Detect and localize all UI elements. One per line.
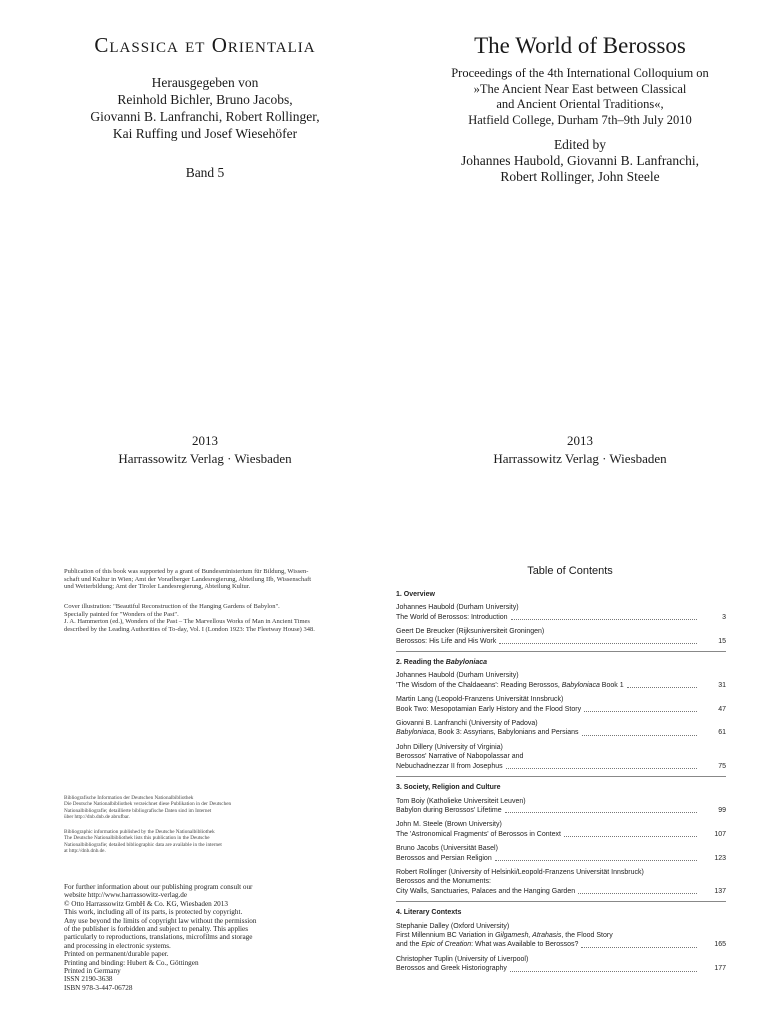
toc-title: Table of Contents: [527, 565, 613, 577]
toc-entry-line: Berossos' Narrative of Nabopolassar and: [396, 753, 524, 761]
title-italic: Babyloniaca: [396, 729, 435, 737]
text-line: Bibliografische Information der Deutschen Nationalbibliothek: [64, 795, 194, 801]
text-line: Cover illustration: "Beautiful Reconstruction of the Hanging Gardens of Babylon".: [64, 603, 280, 610]
toc-entry-title: Babylon during Berossos' Lifetime: [396, 806, 502, 814]
editor-line: Robert Rollinger, John Steele: [500, 169, 660, 184]
left-year: 2013: [192, 433, 218, 448]
toc-author: Stephanie Dalley (Oxford University): [396, 922, 510, 930]
toc-entry-line: Berossos and the Monuments:: [396, 878, 491, 886]
heading-italic: Babyloniaca: [445, 659, 488, 667]
text-line: particularly to reproductions, translations, microfilms and storage: [64, 933, 253, 942]
toc-entry[interactable]: [396, 820, 726, 839]
text-line: ISSN 2190-3638: [64, 975, 113, 984]
toc-author: Bruno Jacobs (Universität Basel): [396, 845, 498, 853]
text-line: Printed on permanent/durable paper.: [64, 950, 169, 959]
title-italic: Epic of Creation: [421, 941, 472, 949]
series-title: [40, 33, 370, 58]
support-note: [64, 568, 354, 591]
toc-author: John M. Steele (Brown University): [396, 821, 502, 829]
book-title: The World of Berossos: [474, 33, 686, 58]
text-line: This work, including all of its parts, is protected by copyright.: [64, 908, 243, 917]
toc-entry[interactable]: [396, 627, 726, 646]
title-part: , the Flood Story: [561, 931, 613, 939]
toc-author: John Dillery (University of Virginia): [396, 743, 503, 751]
toc-page-number: 31: [718, 681, 726, 689]
text-line: Die Deutsche Nationalbibliothek verzeichnet diese Publikation in der Deutschen: [64, 801, 232, 808]
book-subtitle: [415, 66, 745, 128]
text-line: © Otto Harrassowitz GmbH & Co. KG, Wiesbaden 2013: [64, 899, 228, 908]
cover-note: [64, 603, 354, 633]
toc-author: Christopher Tuplin (University of Liverpool): [396, 955, 529, 963]
text-line: und Weiterbildung; Amt der Tiroler Landesregierung, Abteilung Kultur.: [64, 583, 251, 591]
toc-section-heading: 3. Society, Religion and Culture: [396, 784, 501, 792]
subtitle-line: »The Ancient Near East between Classical: [473, 81, 687, 96]
toc-entry[interactable]: [396, 955, 726, 974]
text-line: The Deutsche Nationalbibliothek lists this publication in the Deutsche: [64, 835, 210, 842]
toc-page-number: 61: [718, 729, 726, 737]
text-line: Printing and binding: Hubert & Co., Göttingen: [64, 958, 199, 967]
toc-entry[interactable]: [396, 797, 726, 816]
title-italic: Babyloniaca: [561, 681, 600, 689]
text-line: Any use beyond the limits of copyright law without the permission: [64, 916, 257, 925]
text-line: über http://dnb.dnb.de abrufbar.: [64, 814, 130, 821]
text-line: of the publisher is forbidden and subject to penalty. This applies: [64, 925, 249, 934]
toc-entry[interactable]: [396, 922, 726, 950]
series-title-text: Classica et Orientalia: [94, 33, 316, 57]
subtitle-line: Proceedings of the 4th International Colloquium on: [451, 66, 709, 80]
toc-entry[interactable]: [396, 844, 726, 863]
title-italic: Gilgamesh, Atrahasis: [495, 931, 562, 939]
toc-entry-title: The World of Berossos: Introduction: [396, 613, 508, 621]
subtitle-line: and Ancient Oriental Traditions«,: [496, 97, 664, 111]
toc-entry-title: Nebuchadnezzar II from Josephus: [396, 762, 503, 770]
toc-entry-title: [396, 681, 624, 690]
toc-entry-title: City Walls, Sanctuaries, Palaces and the Hanging Garden: [396, 887, 576, 895]
toc-page-number: 75: [718, 762, 726, 770]
title-part: 'The Wisdom of the Chaldaeans': Reading Berossos,: [396, 681, 562, 689]
title-part: First Millennium BC Variation in: [396, 931, 496, 939]
biblio-en: [64, 829, 304, 855]
toc-author: Geert De Breucker (Rijksuniversiteit Groningen): [396, 628, 545, 636]
toc-entry[interactable]: [396, 671, 726, 690]
text-line: at http://dnb.dnb.de.: [64, 848, 106, 855]
series-editors: [40, 74, 370, 142]
biblio-de: [64, 795, 304, 821]
text-line: Nationalbibliografie; detailed bibliographic data are available in the internet: [64, 841, 222, 848]
text-line: Publication of this book was supported by a grant of Bundesministerium für Bildung, Wissen-: [64, 568, 309, 575]
toc-author: Johannes Haubold (Durham University): [396, 672, 519, 680]
text-line: website http://www.harrassowitz-verlag.de: [64, 891, 188, 900]
toc-page-number: 177: [714, 965, 726, 973]
toc-page-number: 99: [718, 806, 726, 814]
band-number: Band 5: [185, 165, 225, 180]
editors-label: Herausgegeben von: [151, 75, 259, 90]
text-line: described by the Leading Authorities of To-day, Vol. I (London 1923: The Fleetway House) 348.: [64, 625, 315, 633]
edited-by-label: Edited by: [553, 137, 607, 152]
title-part: , Book 3: Assyrians, Babylonians and Persians: [434, 729, 579, 737]
table-of-contents: [396, 590, 726, 979]
editor-line: Reinhold Bichler, Bruno Jacobs,: [117, 92, 293, 107]
left-publisher: Harrassowitz Verlag · Wiesbaden: [118, 451, 292, 466]
toc-entry[interactable]: [396, 743, 726, 771]
toc-author: Robert Rollinger (University of Helsinki/Leopold-Franzens Universität Innsbruck): [396, 868, 644, 876]
subtitle-line: Hatfield College, Durham 7th–9th July 2010: [468, 112, 692, 127]
toc-author: Giovanni B. Lanfranchi (University of Padova): [396, 720, 538, 728]
toc-page-number: 165: [714, 941, 726, 949]
toc-entry-title: Berossos and Greek Historiography: [396, 965, 507, 973]
toc-entry[interactable]: [396, 868, 726, 896]
toc-entry-line: [396, 931, 726, 940]
text-line: schaft und Kultur in Wien; Amt der Vorarlberger Landesregierung, Abteilung IIb, Wissenschaft: [64, 575, 312, 583]
volume-editors: [415, 137, 745, 185]
title-part: and the: [396, 941, 422, 949]
title-part: Book 1: [599, 681, 624, 689]
text-line: Printed in Germany: [64, 967, 121, 976]
text-line: Specially painted for "Wonders of the Past".: [64, 610, 179, 618]
toc-entry-title: Berossos and Persian Religion: [396, 854, 492, 862]
editor-line: Giovanni B. Lanfranchi, Robert Rollinger,: [90, 109, 320, 124]
text-line: Bibliographic information published by the Deutsche Nationalbibliothek: [64, 829, 215, 835]
toc-page-number: 15: [718, 637, 726, 645]
toc-section-heading: 4. Literary Contexts: [396, 909, 462, 917]
toc-author: Martin Lang (Leopold-Franzens Universität Innsbruck): [396, 696, 564, 704]
text-line: J. A. Hammerton (ed.), Wonders of the Past – The Marvellous Works of Man in Ancient Times: [64, 618, 310, 626]
right-year: 2013: [567, 433, 593, 448]
toc-entry[interactable]: [396, 719, 726, 738]
text-line: For further information about our publishing program consult our: [64, 883, 253, 891]
toc-entry-title: Berossos: His Life and His Work: [396, 637, 497, 645]
heading-text: 2. Reading the: [396, 659, 446, 667]
toc-page-number: 107: [714, 830, 726, 838]
toc-author: Johannes Haubold (Durham University): [396, 604, 519, 612]
copyright-block: [64, 883, 324, 992]
toc-page-number: 47: [718, 705, 726, 713]
text-line: Nationalbibliografie; detaillierte bibliografische Daten sind im Internet: [64, 807, 212, 814]
toc-section-heading: [396, 658, 726, 667]
text-line: and processing in electronic systems.: [64, 941, 171, 950]
toc-page-number: 137: [714, 887, 726, 895]
right-publisher: Harrassowitz Verlag · Wiesbaden: [493, 451, 667, 466]
toc-entry[interactable]: [396, 695, 726, 714]
toc-page-number: 123: [714, 854, 726, 862]
toc-author: Tom Boiy (Katholieke Universiteit Leuven): [396, 797, 526, 805]
text-line: ISBN 978-3-447-06728: [64, 983, 133, 992]
toc-entry[interactable]: [396, 603, 726, 622]
editor-line: Johannes Haubold, Giovanni B. Lanfranchi,: [460, 153, 700, 168]
toc-section-heading: 1. Overview: [396, 591, 435, 598]
toc-entry-title: The 'Astronomical Fragments' of Berossos in Context: [396, 830, 561, 838]
toc-page-number: 3: [722, 613, 726, 621]
editor-line: Kai Ruffing und Josef Wiesehöfer: [112, 126, 298, 141]
toc-entry-title: [396, 940, 578, 949]
toc-entry-title: Book Two: Mesopotamian Early History and the Flood Story: [396, 705, 582, 713]
toc-entry-title: [396, 728, 579, 737]
title-part: : What was Available to Berossos?: [471, 941, 579, 949]
